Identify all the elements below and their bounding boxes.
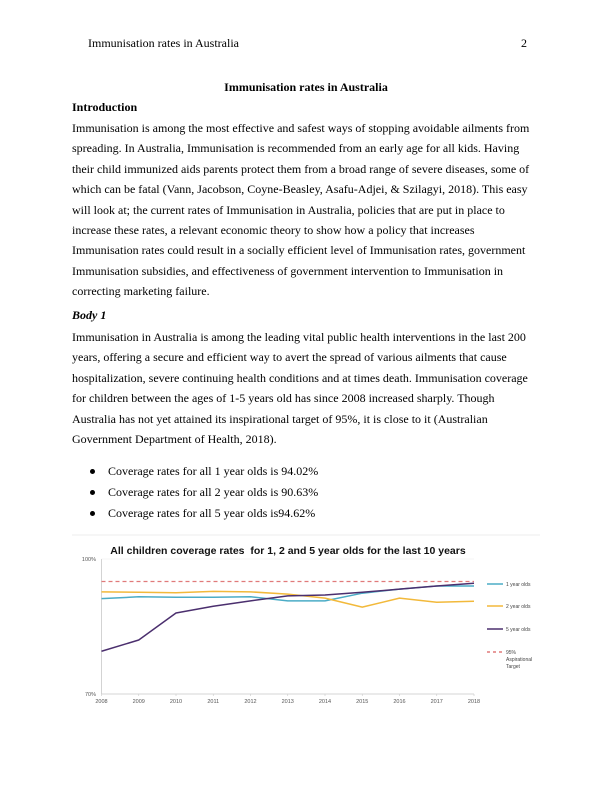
bullet-icon: [90, 490, 95, 495]
x-tick-label: 2014: [318, 699, 332, 705]
legend-label: 2 year olds: [506, 604, 531, 610]
series-line-2-year-olds: [102, 591, 475, 607]
legend-label: 5 year olds: [506, 627, 531, 633]
text-line: increase these rates, a relevant economic theory to show how a policy that increases: [72, 223, 475, 238]
text-line: for children between the ages of 1-5 years old has since 2008 increased sharply. Though: [72, 391, 495, 406]
legend-label: 1 year olds: [506, 582, 531, 588]
bullet-text: Coverage rates for all 2 year olds is 90.63%: [108, 484, 319, 499]
text-line: Immunisation subsidies, and effectiveness of government intervention to Immunisation in: [72, 263, 504, 278]
chart-legend: [487, 582, 532, 670]
text-line: will look at; the current rates of Immunisation in Australia, policies that are put in place to: [72, 202, 505, 217]
page-number: 2: [521, 36, 527, 50]
bullet-item: [88, 461, 318, 482]
heading-body-1: Body 1: [72, 308, 107, 322]
legend-label: 95%: [506, 650, 517, 656]
x-tick-label: 2010: [169, 699, 183, 705]
legend-label: Aspirational: [506, 657, 533, 663]
x-tick-label: 2009: [132, 699, 145, 705]
chart-title: All children coverage rates for 1, 2 and 5 year olds for the last 10 years: [110, 545, 466, 557]
bullet-item: [88, 503, 318, 524]
y-tick-label: 100%: [81, 557, 96, 563]
text-line: Immunisation rates could result in a socially efficient level of Immunisation rates, government: [72, 243, 526, 258]
bullet-icon: [90, 469, 95, 474]
legend-label: Target: [506, 664, 520, 670]
coverage-bullet-list: [88, 461, 318, 523]
x-tick-label: 2015: [356, 699, 369, 705]
text-line: correcting marketing failure.: [72, 284, 210, 299]
x-tick-label: 2013: [281, 699, 294, 705]
series-line-5-year-olds: [102, 583, 475, 651]
x-tick-label: 2016: [393, 699, 406, 705]
y-axis: [82, 557, 474, 698]
text-line: Government Department of Health, 2018).: [72, 432, 277, 447]
bullet-text: Coverage rates for all 1 year olds is 94.02%: [108, 464, 319, 478]
text-line: Australia has not yet attained its inspirational target of 95%, it is close to it (Australian: [72, 411, 488, 426]
text-line: spreading. In Australia, Immunisation is recommended from an early age for all kids. Having: [72, 141, 520, 156]
running-head: Immunisation rates in Australia: [88, 36, 239, 50]
heading-introduction: Introduction: [72, 100, 138, 114]
x-tick-label: 2011: [207, 699, 220, 705]
x-tick-label: 2008: [95, 699, 108, 705]
bullet-text: Coverage rates for all 5 year olds is94.62%: [108, 505, 316, 520]
document-title: Immunisation rates in Australia: [224, 80, 388, 94]
y-tick-label: 70%: [84, 692, 96, 698]
text-line: hospitalization, severe continuing health conditions and at times death. Immunisation coverage: [72, 370, 528, 385]
bullet-item: [88, 482, 318, 503]
text-line: years, offering a secure and efficient way to avert the spread of various ailments that cause: [72, 350, 507, 365]
bullet-icon: [90, 511, 95, 516]
text-line: which can be fatal (Vann, Jacobson, Coyne-Beasley, Asafu-Adjei, & Szilagyi, 2018). This easy: [72, 182, 528, 197]
text-line: their child immunized aids parents protect them from a broad range of severe diseases, some of: [72, 161, 530, 176]
x-tick-label: 2017: [430, 699, 443, 705]
x-tick-label: 2012: [244, 699, 257, 705]
paragraph-introduction: [72, 118, 542, 302]
x-axis: [95, 694, 480, 705]
text-line: Immunisation in Australia is among the leading vital public health interventions in the last 200: [72, 330, 526, 344]
series-line-1-year-olds: [102, 586, 475, 601]
paragraph-body-1: [72, 327, 542, 449]
text-line: Immunisation is among the most effective and safest ways of stopping avoidable ailments from: [72, 121, 530, 135]
x-tick-label: 2018: [467, 699, 481, 705]
series-layer: [102, 582, 475, 652]
